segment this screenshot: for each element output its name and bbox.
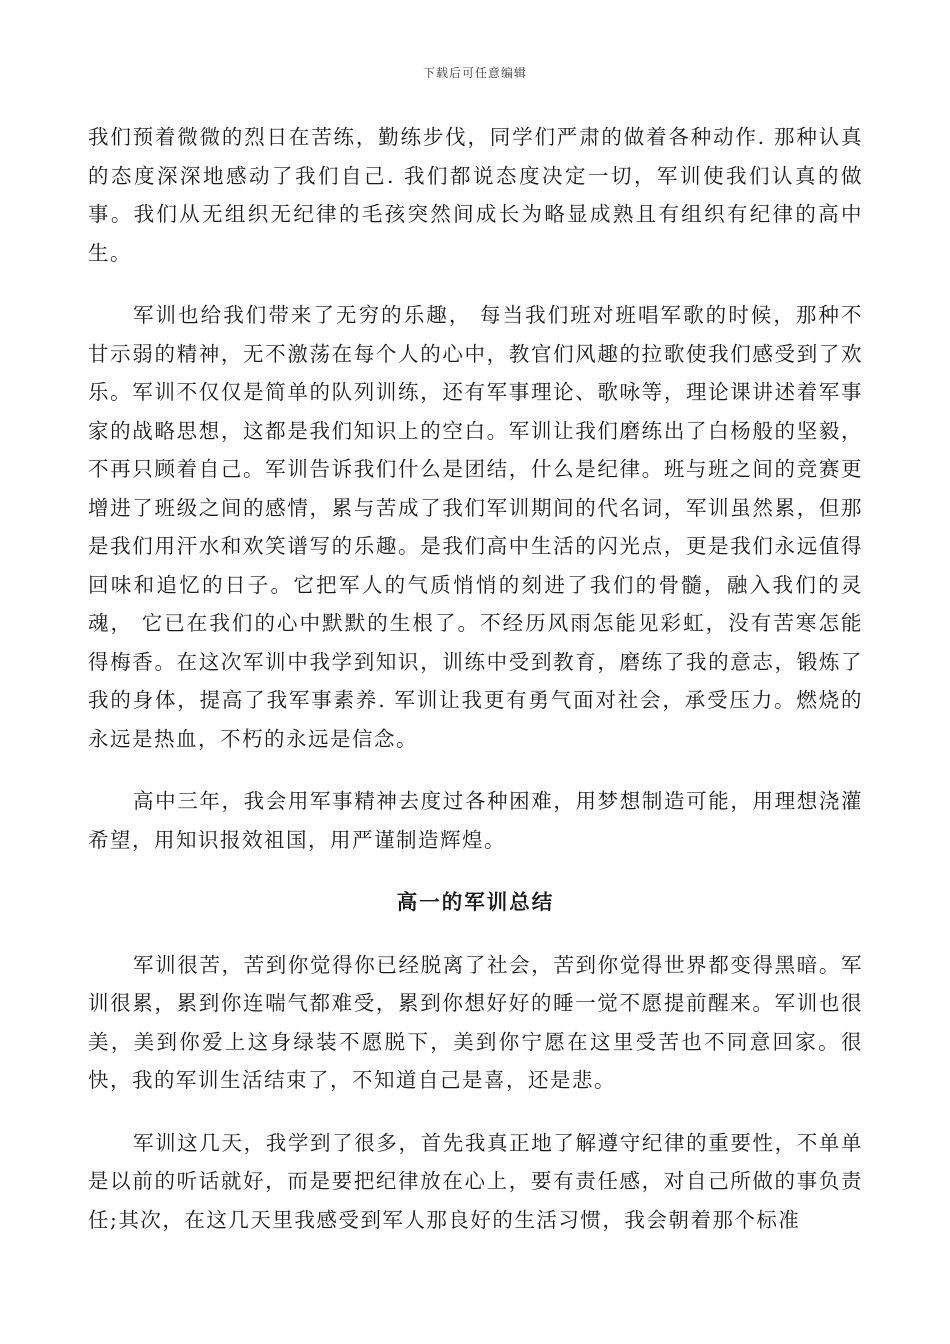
paragraph-training-attitude: 我们预着微微的烈日在苦练，勤练步伐，同学们严肃的做着各种动作. 那种认真的态度深深地感动了我们自己. 我们都说态度决定一切，军训使我们认真的做事。我们从无组织无纪律的毛孩突然间成长为略显成熟且有组织有纪律的高中生。 (88, 125, 863, 265)
paragraph-hardship: 军训很苦，苦到你觉得你已经脱离了社会，苦到你觉得世界都变得黑暗。军训很累，累到你连喘气都难受，累到你想好好的睡一觉不愿提前醒来。军训也很美，美到你爱上这身绿装不愿脱下，美到你宁愿在这里受苦也不同意回家。很快，我的军训生活结束了，不知道自己是喜，还是悲。 (88, 952, 863, 1092)
paragraph-training-joy: 军训也给我们带来了无穷的乐趣， 每当我们班对班唱军歌的时候，那种不甘示弱的精神，无不激荡在每个人的心中，教官们风趣的拉歌使我们感受到了欢乐。军训不仅仅是简单的队列训练，还有军事理论、歌咏等，理论课讲述着军事家的战略思想，这都是我们知识上的空白。军训让我们磨练出了白杨般的坚毅，不再只顾着自己。军训告诉我们什么是团结，什么是纪律。班与班之间的竞赛更增进了班级之间的感情，累与苦成了我们军训期间的代名词，军训虽然累，但那是我们用汗水和欢笑谱写的乐趣。是我们高中生活的闪光点，更是我们永远值得回味和追忆的日子。它把军人的气质悄悄的刻进了我们的骨髓，融入我们的灵魂， 它已在我们的心中默默的生根了。不经历风雨怎能见彩虹，没有苦寒怎能得梅香。在这次军训中我学到知识，训练中受到教育，磨练了我的意志，锻炼了我的身体，提高了我军事素养. 军训让我更有勇气面对社会，承受压力。燃烧的永远是热血，不朽的永远是信念。 (88, 303, 863, 751)
header-note: 下载后可任意编辑 (422, 66, 527, 80)
paragraph-high-school-resolve: 高中三年，我会用军事精神去度过各种困难，用梦想制造可能，用理想浇灌希望，用知识报效祖国，用严谨制造辉煌。 (88, 789, 863, 852)
document-body (88, 118, 863, 1239)
section-title: 高一的军训总结 (396, 890, 555, 914)
paragraph-lessons: 军训这几天，我学到了很多，首先我真正地了解遵守纪律的重要性，不单单是以前的听话就好，而是要把纪律放在心上，要有责任感，对自己所做的事负责任;其次，在这几天里我感受到军人那良好的生活习惯，我会朝着那个标准 (88, 1130, 863, 1232)
